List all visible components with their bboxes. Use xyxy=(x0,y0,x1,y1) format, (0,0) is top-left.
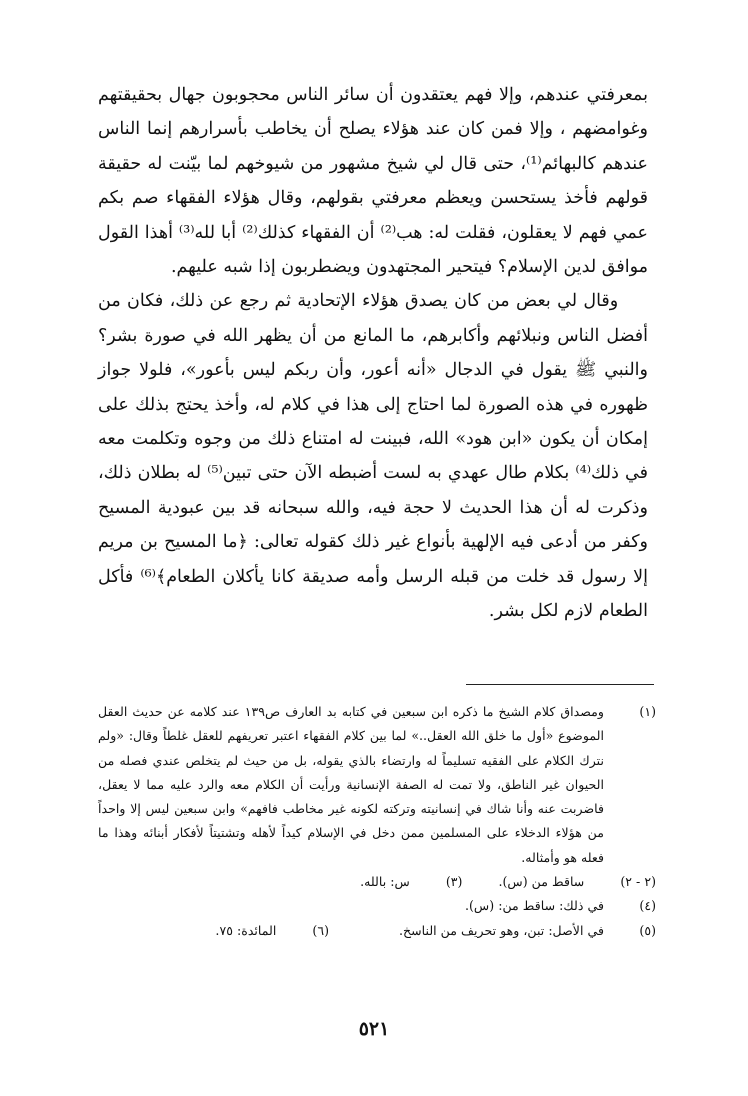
footnote-text: في ذلك: ساقط من: (س). xyxy=(465,898,604,914)
footnote-row-2-3 xyxy=(98,870,656,894)
footnote-text: ومصداق كلام الشيخ ما ذكره ابن سبعين في كتابه بد العارف ص١٣٩ عند كلامه عن حديث العقل الموضوع «أول ما خلق الله العقل..» لما بين كلام الفقهاء اعتبر تعريفهم للعقل غلطاً وقال: «ولم نترك الكلام على الفقيه تسليماً له وارتضاء بالذي يقوله، بل من حيث لم يتخلص عندي فصله من الحيوان غير الناطق، ولا تمت له الصفة الإنسانية ورأيت أن الكلام معه والرد عليه مما لا يعقل، فاضربت عنه وأنا شاك في إنسانيته وتركته لكونه غير مخاطب فافهم» وابن سبعين ليس إلا واحداً من هؤلاء الدخلاء على المسلمين ممن دخل في الإسلام كيداً لأهله وتشتيتاً لأفكار أبنائه وهذا ما فعله هو وأمثاله. xyxy=(98,704,604,865)
page-number: ٥٢١ xyxy=(358,1018,390,1040)
footnote-text: س: بالله. xyxy=(360,874,410,890)
footnote-text: المائدة: ٧٥. xyxy=(215,922,277,938)
footnote-number: (٤) xyxy=(639,898,656,914)
footnote-number: (٢ - ٢) xyxy=(620,874,656,890)
paragraph-1: بمعرفتي عندهم، وإلا فهم يعتقدون أن سائر الناس محجوبون جهال بحقيقتهم وغوامضهم ، وإلا فمن كان عند هؤلاء يصلح أن يخاطب بأسرارهم إنما الناس عندهم كالبهائم⁽¹⁾، حتى قال لي شيخ مشهور من شيوخهم لما بيّنت له حقيقة قولهم فأخذ يستحسن ويعظم معرفتي بقولهم، وقال هؤلاء الفقهاء صم بكم عمي فهم لا يعقلون، فقلت له: هب⁽²⁾ أن الفقهاء كذلك⁽²⁾ أبا لله⁽³⁾ أهذا القول موافق لدين الإسلام؟ فيتحير المجتهدون ويضطربون إذا شبه عليهم. xyxy=(98,85,648,278)
footnote-separator xyxy=(466,684,654,685)
footnote-row-5-6 xyxy=(98,919,656,943)
footnote-number: (٣) xyxy=(445,874,463,890)
footnotes xyxy=(98,700,656,943)
footnote-number: (١) xyxy=(639,704,656,719)
main-text xyxy=(98,78,648,629)
footnote-4 xyxy=(98,894,656,918)
footnote-number: (٦) xyxy=(312,922,329,938)
footnote-text: في الأصل: تبن، وهو تحريف من الناسخ. xyxy=(399,922,604,938)
footnote-1 xyxy=(98,700,656,870)
paragraph-2: وقال لي بعض من كان يصدق هؤلاء الإتحادية ثم رجع عن ذلك، فكان من أفضل الناس ونبلائهم وأكابرهم، ما المانع من أن يظهر الله في صورة بشر؟ والنبي ﷺ يقول في الدجال «أنه أعور، وأن ربكم ليس بأعور»، فلولا جواز ظهوره في هذه الصورة لما احتاج إلى هذا في كلام له، وأخذ يحتج بذلك على إمكان أن يكون «ابن هود» الله، فبينت له امتناع ذلك من وجوه وتكلمت معه في ذلك⁽⁴⁾ بكلام طال عهدي به لست أضبطه الآن حتى تبين⁽⁵⁾ له بطلان ذلك، وذكرت له أن هذا الحديث لا حجة فيه، والله سبحانه قد بين عبودية المسيح وكفر من أدعى فيه الإلهية بأنواع غير ذلك كقوله تعالى: ﴿ما المسيح بن مريم إلا رسول قد خلت من قبله الرسل وأمه صديقة كانا يأكلان الطعام﴾⁽⁶⁾ فأكل الطعام لازم لكل بشر. xyxy=(98,291,649,622)
footnote-number: (٥) xyxy=(639,922,656,938)
footnote-text: ساقط من (س). xyxy=(498,874,585,890)
